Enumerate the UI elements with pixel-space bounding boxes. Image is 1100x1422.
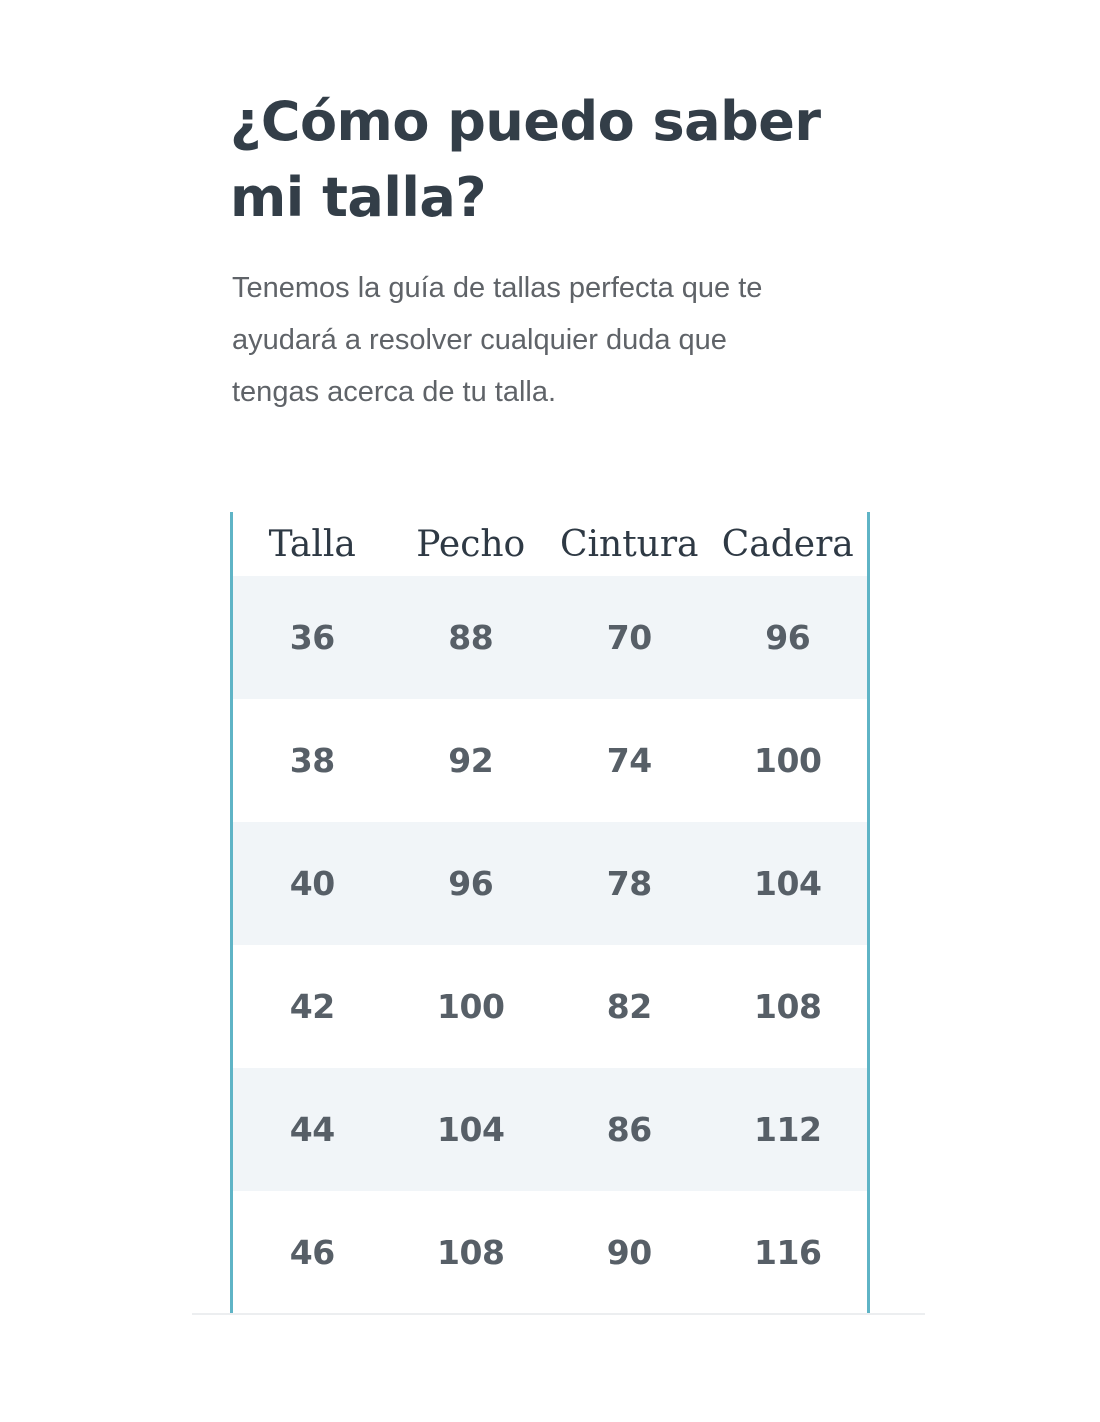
column-header-talla: Talla [268, 523, 356, 565]
table-row [233, 945, 867, 1068]
table-cell: 104 [754, 864, 822, 903]
table-cell: 116 [754, 1233, 822, 1272]
table-cell: 44 [289, 1110, 335, 1149]
table-cell: 74 [606, 741, 652, 780]
size-table [230, 512, 870, 1314]
table-cell: 108 [754, 987, 822, 1026]
table-cell: 88 [448, 618, 494, 657]
table-cell: 108 [437, 1233, 505, 1272]
table-row [233, 822, 867, 945]
intro-text: Tenemos la guía de tallas perfecta que te ayudará a resolver cualquier duda que tengas acerca de tu talla. [232, 272, 763, 408]
column-header-cadera: Cadera [721, 523, 854, 565]
table-row [233, 1068, 867, 1191]
size-table-header-row [233, 512, 867, 576]
table-cell: 40 [289, 864, 335, 903]
page-title: ¿Cómo puedo saber mi talla? [230, 90, 821, 229]
table-cell: 36 [289, 618, 335, 657]
table-cell: 96 [448, 864, 494, 903]
size-table-body [233, 576, 867, 1314]
table-cell: 86 [606, 1110, 652, 1149]
table-cell: 104 [437, 1110, 505, 1149]
column-header-cintura: Cintura [559, 523, 699, 565]
table-cell: 100 [754, 741, 822, 780]
table-row [233, 1191, 867, 1314]
column-header-pecho: Pecho [416, 523, 526, 565]
table-cell: 96 [765, 618, 811, 657]
table-cell: 38 [289, 741, 335, 780]
table-cell: 78 [606, 864, 652, 903]
table-cell: 100 [437, 987, 505, 1026]
table-cell: 82 [606, 987, 652, 1026]
table-cell: 70 [606, 618, 652, 657]
section-divider [192, 1313, 925, 1315]
table-cell: 46 [289, 1233, 335, 1272]
table-row [233, 576, 867, 699]
table-cell: 42 [289, 987, 335, 1026]
table-cell: 112 [754, 1110, 822, 1149]
table-cell: 90 [606, 1233, 652, 1272]
table-cell: 92 [448, 741, 494, 780]
table-row [233, 699, 867, 822]
